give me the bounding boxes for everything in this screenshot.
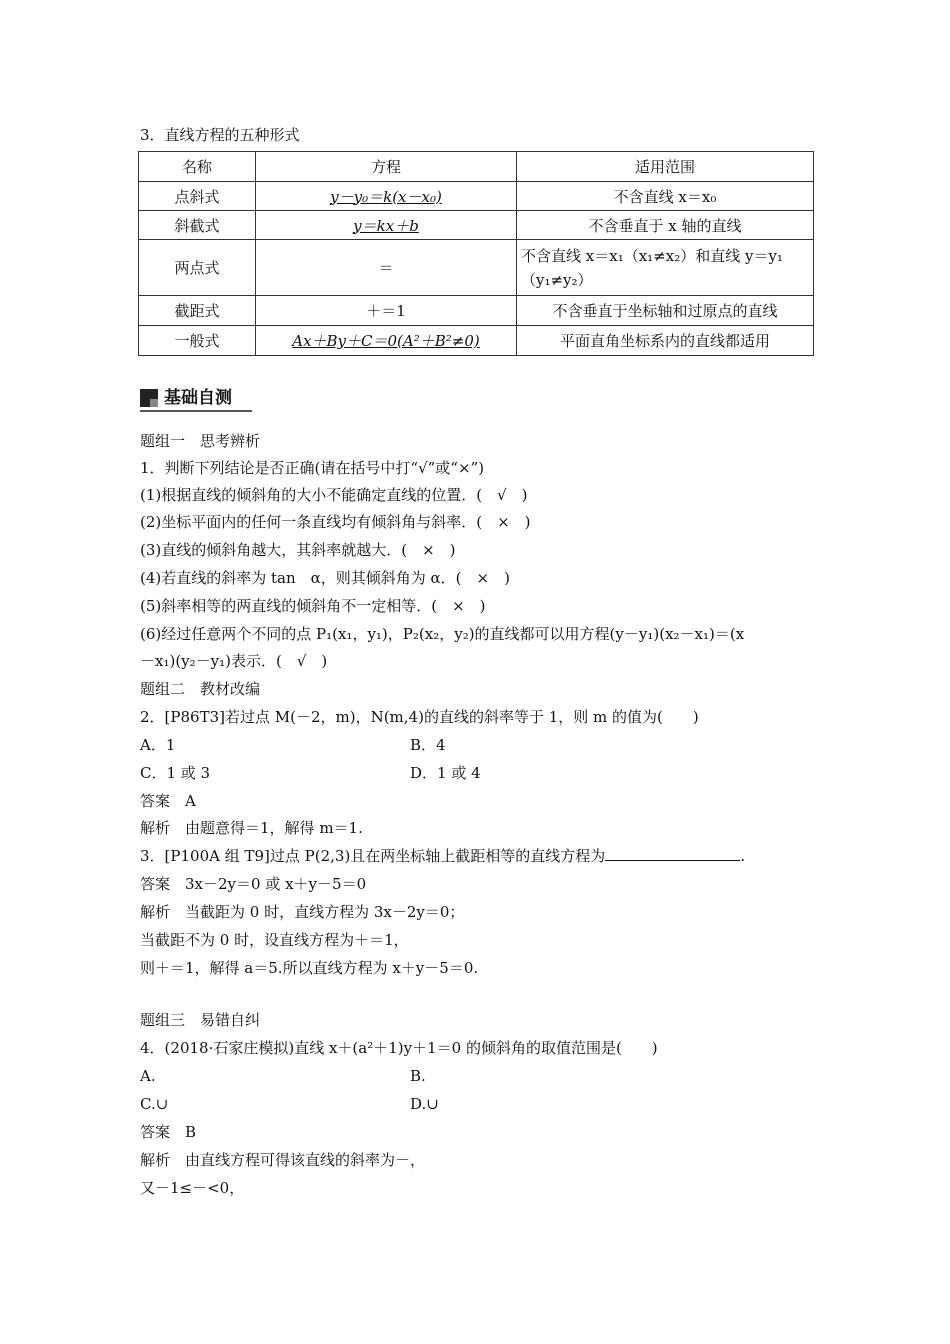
row-scope: 不含直线 x＝x₁（x₁≠x₂）和直线 y＝y₁（y₁≠y₂） (517, 240, 814, 296)
square-bullet-icon (140, 389, 158, 407)
row-equation (256, 211, 517, 240)
row-scope: 平面直角坐标系内的直线都适用 (517, 326, 814, 356)
header-name: 名称 (139, 152, 256, 182)
solution: 解析 当截距为 0 时，直线方程为 3x－2y＝0； (140, 903, 465, 921)
answer: 答案 A (140, 792, 196, 810)
row-name: 截距式 (139, 296, 256, 326)
answer: 答案 B (140, 1123, 197, 1141)
row-equation (256, 326, 517, 356)
section-title: 3．直线方程的五种形式 (140, 126, 300, 144)
section-heading (140, 386, 252, 410)
question-1-item: (4)若直线的斜率为 tan α，则其倾斜角为 α．( × ) (140, 569, 510, 587)
question-1-item: (1)根据直线的倾斜角的大小不能确定直线的位置．( √ ) (140, 486, 528, 504)
table-row (139, 240, 814, 296)
heading-underline (140, 410, 252, 412)
question-1-item: (5)斜率相等的两直线的倾斜角不一定相等．( × ) (140, 597, 486, 615)
header-equation: 方程 (256, 152, 517, 182)
equation-text: Ax＋By＋C＝0(A²＋B²≠0) (292, 332, 480, 350)
row-scope: 不含垂直于 x 轴的直线 (517, 211, 814, 240)
table-row (139, 182, 814, 211)
equation-text: y＝kx＋b (353, 216, 419, 235)
option-d: D.∪ (410, 1095, 439, 1113)
question-3-text: 3．[P100A 组 T9]过点 P(2,3)且在两坐标轴上截距相等的直线方程为 (140, 847, 606, 865)
row-scope: 不含直线 x＝x₀ (517, 182, 814, 211)
question-1-item: (6)经过任意两个不同的点 P₁(x₁，y₁)，P₂(x₂，y₂)的直线都可以用方程(y－y₁)(x₂－x₁)＝(x (140, 625, 745, 643)
option-c: C.∪ (140, 1095, 169, 1113)
equation-text: y－y₀＝k(x－x₀) (330, 187, 442, 206)
question-4: 4．(2018·石家庄模拟)直线 x＋(a²＋1)y＋1＝0 的倾斜角的取值范围是( ) (140, 1039, 658, 1057)
solution: 解析 由直线方程可得该直线的斜率为－， (140, 1151, 426, 1169)
row-equation (256, 182, 517, 211)
group-title: 题组一 思考辨析 (140, 432, 261, 450)
table-row (139, 211, 814, 240)
option-a: A. (140, 1067, 156, 1085)
question-1-item-continued: －x₁)(y₂－y₁)表示．( √ ) (140, 652, 328, 670)
table-header-row (139, 152, 814, 182)
group-title: 题组二 教材改编 (140, 680, 261, 698)
table-row (139, 326, 814, 356)
line-equation-forms-table (138, 151, 814, 356)
row-name: 斜截式 (139, 211, 256, 240)
option-c: C．1 或 3 (140, 764, 211, 782)
row-equation: ＝ (256, 240, 517, 296)
answer: 答案 3x－2y＝0 或 x＋y－5＝0 (140, 875, 367, 893)
option-b: B. (410, 1067, 426, 1085)
question-1-item: (2)坐标平面内的任何一条直线均有倾斜角与斜率．( × ) (140, 513, 531, 531)
row-name: 两点式 (139, 240, 256, 296)
row-equation: ＋＝1 (256, 296, 517, 326)
question-3-end: . (740, 847, 746, 865)
group-title: 题组三 易错自纠 (140, 1011, 261, 1029)
row-scope: 不含垂直于坐标轴和过原点的直线 (517, 296, 814, 326)
question-1: 1．判断下列结论是否正确(请在括号中打“√”或“×”) (140, 459, 485, 477)
row-name: 一般式 (139, 326, 256, 356)
solution-line: 当截距不为 0 时，设直线方程为＋＝1， (140, 931, 409, 949)
option-d: D．1 或 4 (410, 764, 481, 782)
solution-line: 又－1≤－<0， (140, 1179, 245, 1197)
row-name: 点斜式 (139, 182, 256, 211)
question-2: 2．[P86T3]若过点 M(－2，m)，N(m,4)的直线的斜率等于 1，则 m 的值为( ) (140, 708, 699, 726)
heading-text: 基础自测 (164, 388, 232, 408)
solution: 解析 由题意得＝1，解得 m＝1. (140, 819, 363, 837)
option-b: B．4 (410, 736, 446, 754)
question-3 (140, 846, 745, 866)
table-row (139, 296, 814, 326)
option-a: A．1 (140, 736, 176, 754)
solution-line: 则＋＝1，解得 a＝5.所以直线方程为 x＋y－5＝0. (140, 959, 479, 977)
answer-blank (605, 846, 740, 861)
header-scope: 适用范围 (517, 152, 814, 182)
question-1-item: (3)直线的倾斜角越大，其斜率就越大．( × ) (140, 541, 456, 559)
